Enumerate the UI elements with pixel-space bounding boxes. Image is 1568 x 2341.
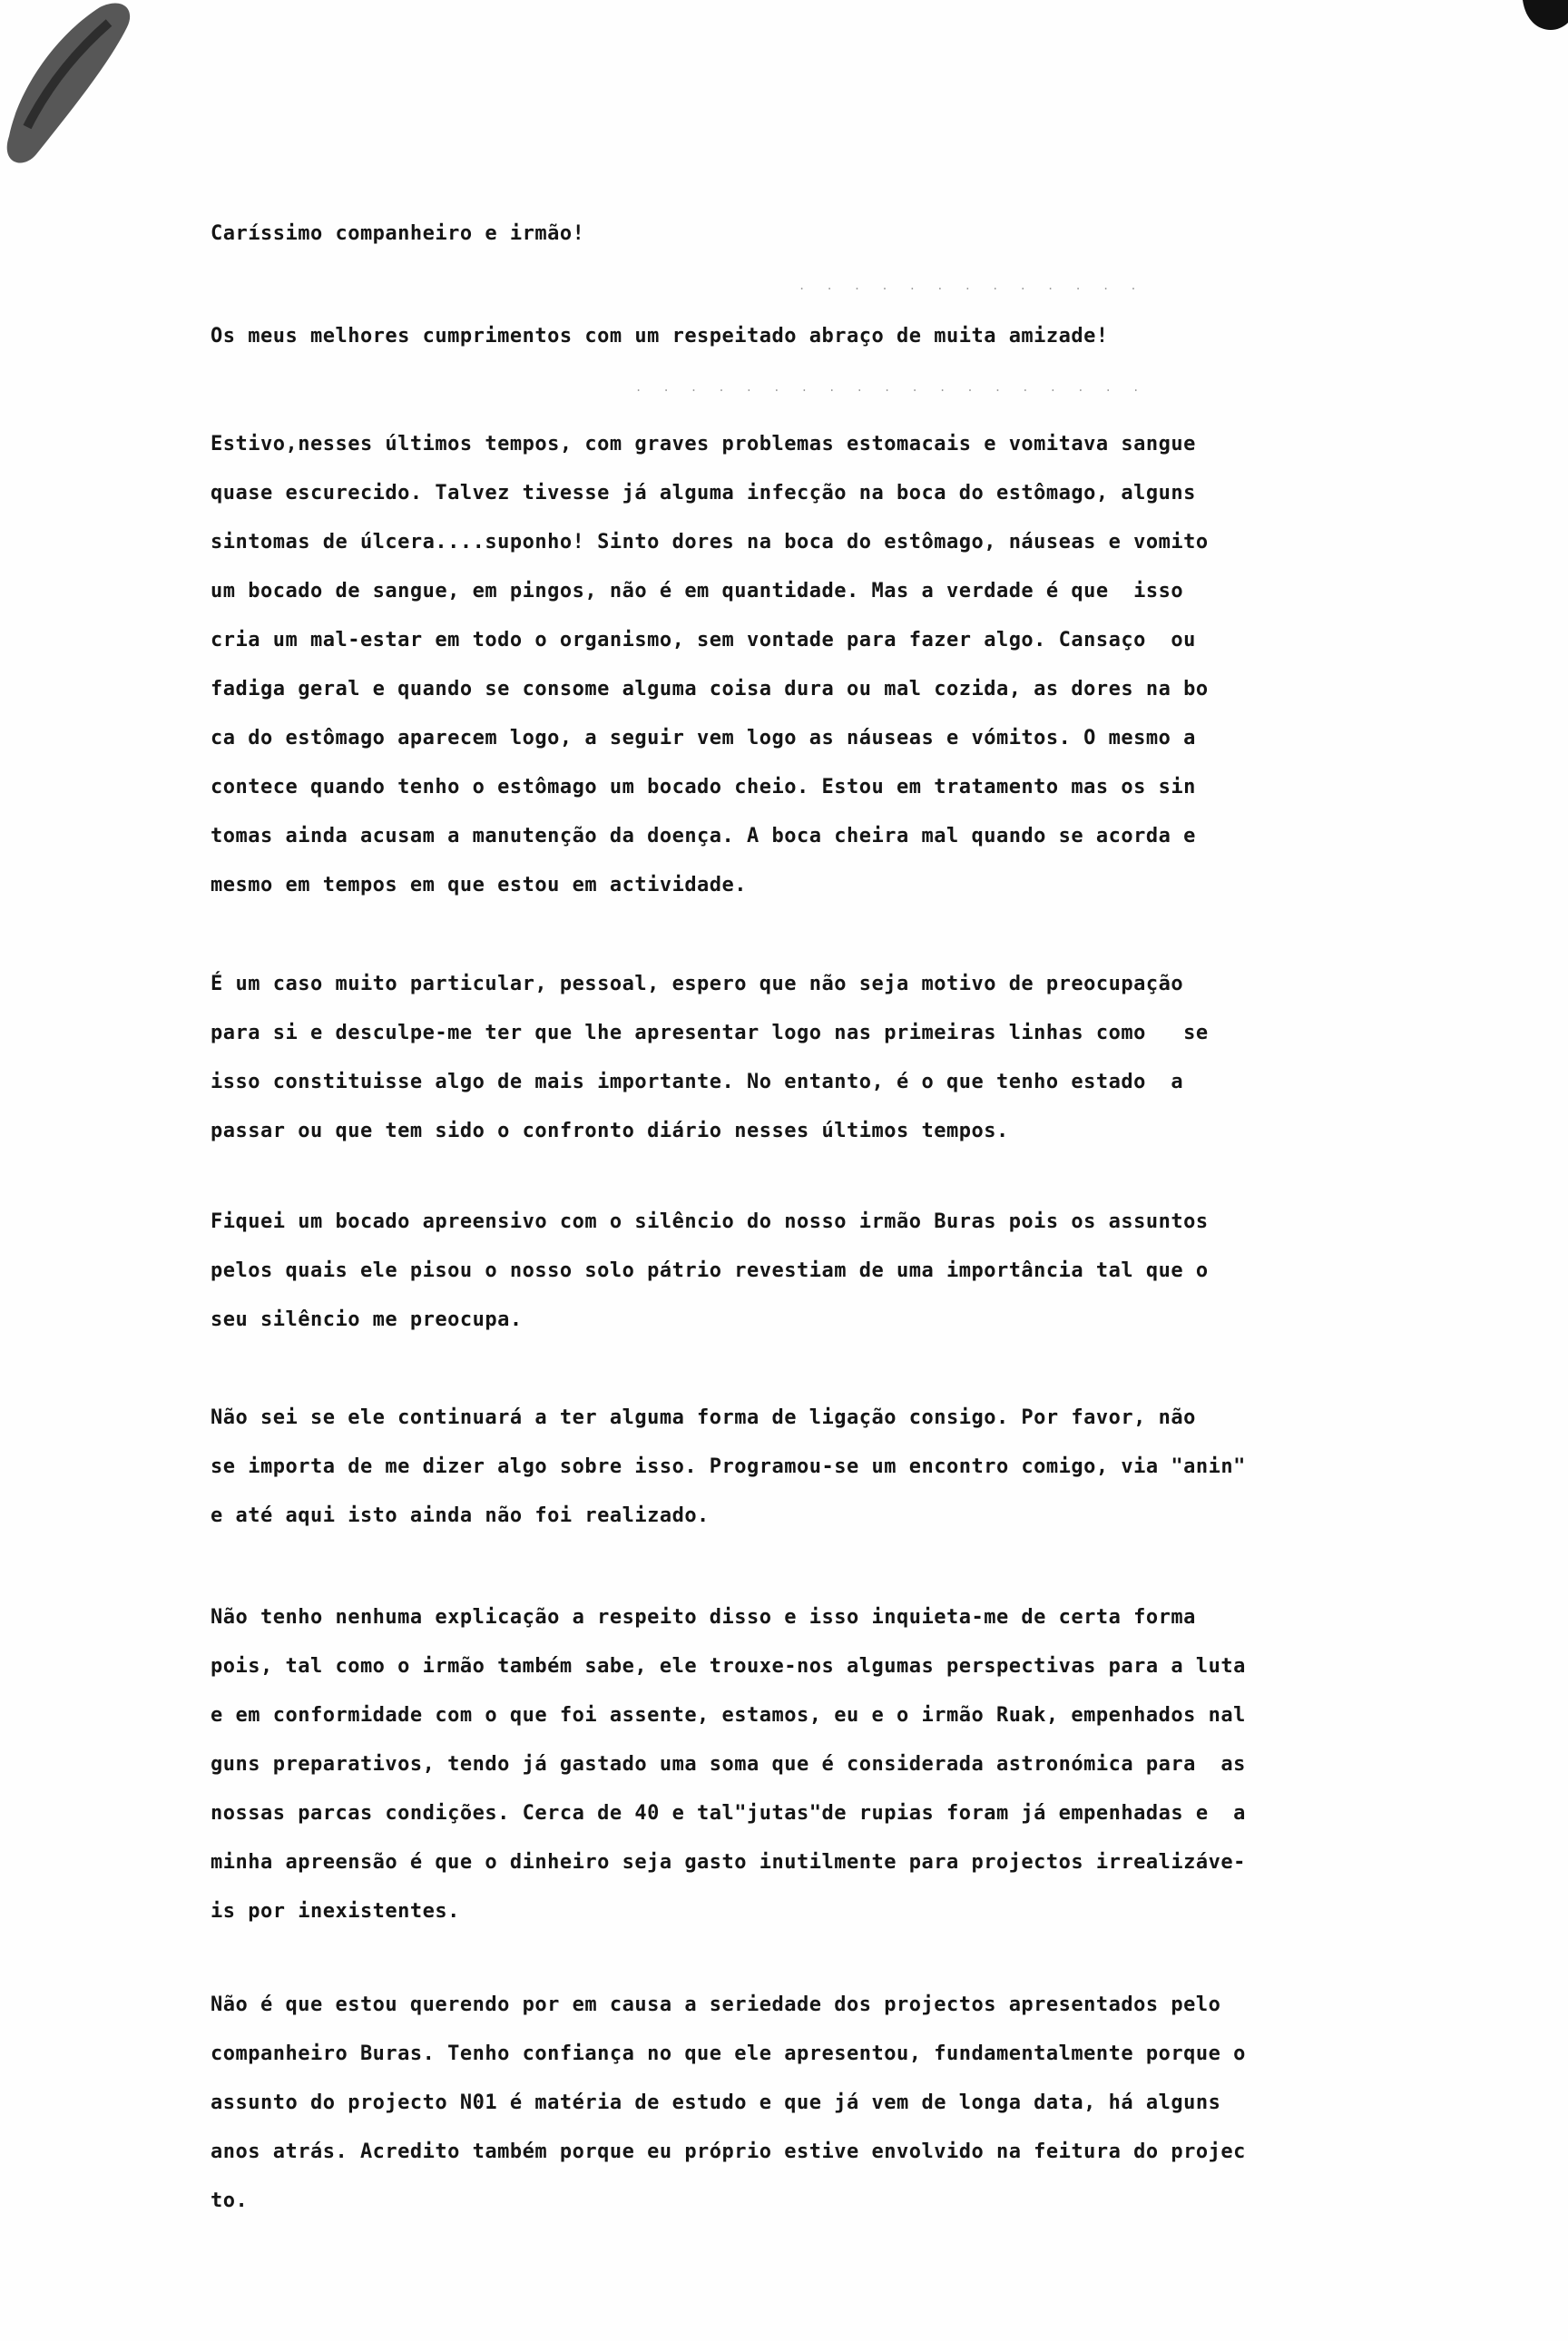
paragraph-2: É um caso muito particular, pessoal, espero que não seja motivo de preocupação para si e desculpe-me ter que lhe apresentar logo nas primeiras linhas como se isso constituisse algo de mais importante. No entanto, é o que tenho estado a passar ou que tem sido o confronto diário nesses últimos tempos. xyxy=(211,973,1209,1142)
paragraph-3: Fiquei um bocado apreensivo com o silêncio do nosso irmão Buras pois os assuntos pelos quais ele pisou o nosso solo pátrio revestiam de uma importância tal que o seu silêncio me preocupa. xyxy=(211,1210,1209,1331)
paragraph-5: Não tenho nenhuma explicação a respeito disso e isso inquieta-me de certa forma pois, tal como o irmão também sabe, ele trouxe-nos algumas perspectivas para a luta e em conformidade com o que foi assente, estamos, eu e o irmão Ruak, empenhados nal guns preparativos, tendo já gastado uma soma que é considerada astronómica para as nossas parcas condições. Cerca de 40 e tal"jutas"de rupias foram já empenhadas e a minha apreensão é que o dinheiro seja gasto inutilmente para projectos irrealizáve- is por inexistentes. xyxy=(211,1606,1246,1923)
paragraph-1: Estivo,nesses últimos tempos, com graves problemas estomacais e vomitava sangue quase escurecido. Talvez tivesse já alguma infecção na boca do estômago, alguns sintomas de úlcera....suponho! Sinto dores na boca do estômago, náuseas e vomito um bocado de sangue, em pingos, não é em quantidade. Mas a verdade é que isso cria um mal-estar em todo o organismo, sem vontade para fazer algo. Cansaço ou fadiga geral e quando se consome alguma coisa dura ou mal cozida, as dores na bo ca do estômago aparecem logo, a seguir vem logo as náuseas e vómitos. O mesmo a contece quando tenho o estômago um bocado cheio. Estou em tratamento mas os sin tomas ainda acusam a manutenção da doença. A boca cheira mal quando se acorda e mesmo em tempos em que estou em actividade. xyxy=(211,433,1209,896)
ink-smudge-top-left xyxy=(0,0,145,172)
ink-mark-top-right xyxy=(1504,0,1568,36)
speckle: . . . . . . . . . . . . . . . . . . . xyxy=(635,381,1147,394)
paragraph-6: Não é que estou querendo por em causa a seriedade dos projectos apresentados pelo companheiro Buras. Tenho confiança no que ele apresentou, fundamentalmente porque o assunto do projecto N01 é matéria de estudo e que já vem de longa data, há alguns anos atrás. Acredito também porque eu próprio estive envolvido na feitura do projec to. xyxy=(211,1993,1246,2212)
speckle: . . . . . . . . . . . . . xyxy=(799,279,1144,292)
paragraph-4: Não sei se ele continuará a ter alguma forma de ligação consigo. Por favor, não se importa de me dizer algo sobre isso. Programou-se um encontro comigo, via "anin" e até aqui isto ainda não foi realizado. xyxy=(211,1406,1246,1527)
salutation: Caríssimo companheiro e irmão! xyxy=(211,222,585,245)
greeting-line: Os meus melhores cumprimentos com um respeitado abraço de muita amizade! xyxy=(211,325,1109,348)
